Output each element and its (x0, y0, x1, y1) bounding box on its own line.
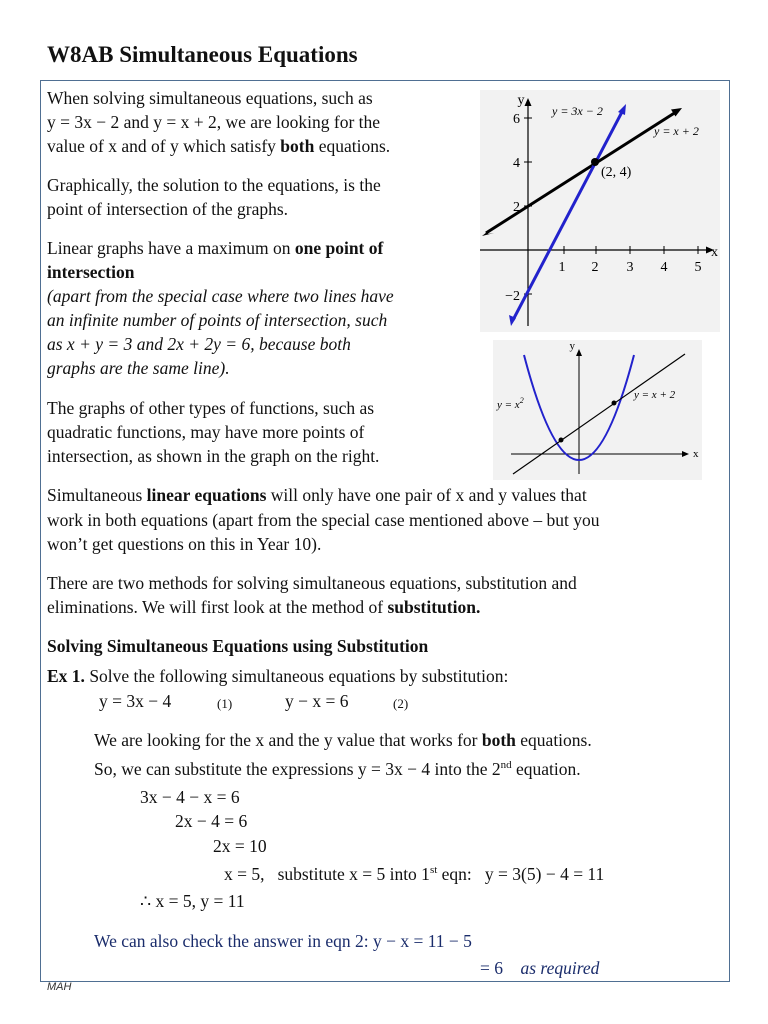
y-axis-arrow (576, 349, 582, 356)
check-line: = 6 as required (480, 958, 600, 978)
y-tick-label: 4 (513, 156, 520, 171)
y-axis-arrow (525, 98, 532, 106)
line1-arrow-head (618, 104, 626, 115)
intro-line: quadratic functions, may have more points of (47, 422, 365, 442)
working-step: x = 5, substitute x = 5 into 1st eqn: y = 3(5) − 4 = 11 (224, 863, 605, 884)
y-tick-label: 6 (513, 112, 520, 127)
section-heading: Solving Simultaneous Equations using Substitution (47, 636, 429, 656)
x-tick-label: 4 (660, 260, 668, 275)
methods-para-line: There are two methods for solving simultaneous equations, substitution and (47, 573, 577, 593)
intro-line: Graphically, the solution to the equations, is the (47, 175, 381, 195)
line2-label: y = x + 2 (654, 124, 699, 138)
x-tick-label: 1 (558, 260, 566, 275)
intro-line: an infinite number of points of intersection, such (47, 310, 388, 330)
intro-line: intersection, as shown in the graph on the right. (47, 446, 380, 466)
equation-2-tag: (2) (393, 696, 409, 711)
intro-line: Linear graphs have a maximum on one point of (47, 238, 384, 258)
intro-line: intersection (47, 262, 135, 282)
page-title: W8AB Simultaneous Equations (47, 42, 358, 67)
y-axis-label: y (569, 340, 575, 352)
intro-line: When solving simultaneous equations, such as (47, 88, 373, 108)
equation-2: y − x = 6 (285, 691, 349, 711)
y-axis-label: y (517, 93, 525, 108)
line-y-eq-x-plus-2 (513, 354, 685, 474)
methods-para-line: eliminations. We will first look at the method of substitution. (47, 597, 481, 617)
x-axis-arrow (682, 451, 689, 457)
line1-label: y = 3x − 2 (552, 104, 603, 118)
intro-line: as x + y = 3 and 2x + 2y = 6, because both (47, 334, 351, 354)
curve-label: $y = x^2$ (497, 396, 524, 411)
intro-line: y = 3x − 2 and y = x + 2, we are looking for the (47, 112, 381, 132)
linear-para-line: Simultaneous linear equations will only have one pair of x and y values that (47, 485, 587, 505)
line-label: y = x + 2 (634, 389, 676, 401)
linear-para-line: work in both equations (apart from the special case mentioned above – but you (47, 510, 600, 530)
working-step: 2x − 4 = 6 (175, 811, 248, 831)
x-tick-label: 3 (626, 260, 634, 275)
intro-line: The graphs of other types of functions, such as (47, 398, 375, 418)
intersection-point-right (612, 401, 617, 406)
intersection-point-left (559, 438, 564, 443)
example-prompt: Ex 1. Solve the following simultaneous equations by substitution: (47, 666, 509, 686)
equation-1: y = 3x − 4 (99, 691, 172, 711)
intro-line: graphs are the same line). (47, 358, 230, 378)
linear-para-line: won’t get questions on this in Year 10). (47, 534, 322, 554)
check-line: We can also check the answer in eqn 2: y − x = 11 − 5 (94, 931, 472, 951)
intersection-label: (2, 4) (601, 165, 632, 180)
x-axis-label: x (711, 245, 718, 260)
x-axis-label: x (693, 448, 699, 460)
x-tick-label: 5 (694, 260, 702, 275)
linear-intersection-graph (480, 90, 720, 332)
y-tick-label: 2 (513, 200, 520, 215)
footer-initials: MAH (47, 981, 72, 993)
explanation-line: So, we can substitute the expressions y = 3x − 4 into the 2nd equation. (94, 758, 581, 779)
equation-1-tag: (1) (217, 696, 233, 711)
y-tick-label: −2 (505, 289, 520, 304)
intro-line: (apart from the special case where two lines have (47, 286, 394, 306)
intro-line: point of intersection of the graphs. (47, 199, 289, 219)
answer-line: ∴ x = 5, y = 11 (140, 891, 245, 911)
explanation-line: We are looking for the x and the y value that works for both equations. (94, 730, 592, 750)
working-step: 2x = 10 (213, 836, 267, 856)
intersection-point (591, 158, 599, 166)
line-y-eq-3x-minus-2 (513, 110, 623, 320)
working-step: 3x − 4 − x = 6 (140, 787, 240, 807)
parabola-line-graph (493, 340, 702, 480)
intro-line: value of x and of y which satisfy both equations. (47, 136, 391, 156)
x-tick-label: 2 (591, 260, 599, 275)
